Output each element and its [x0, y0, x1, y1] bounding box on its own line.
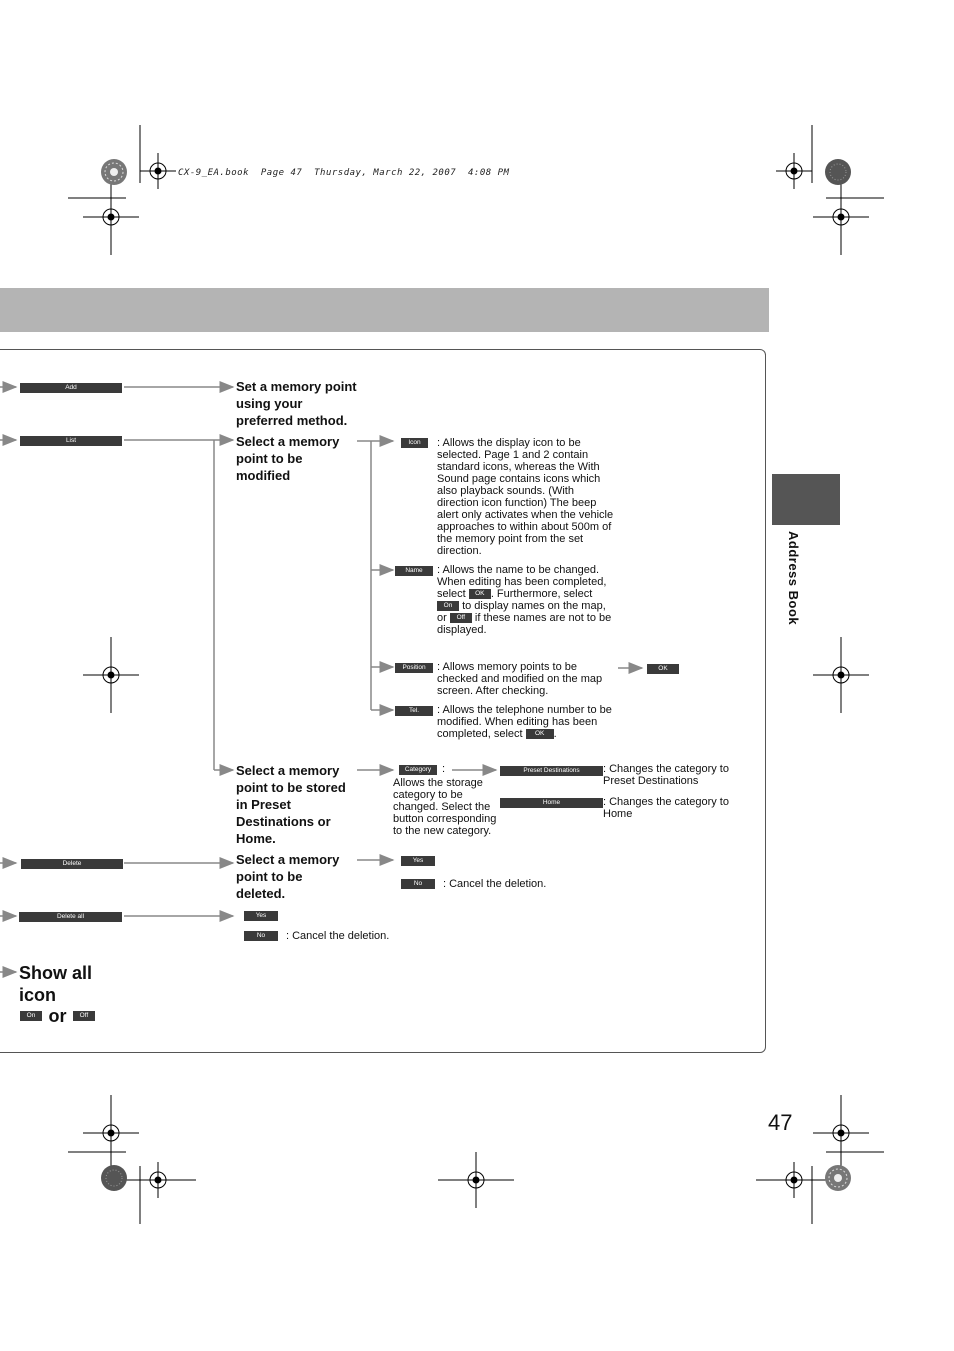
delete-no-button[interactable]: No: [401, 879, 435, 889]
category-colon: :: [442, 763, 446, 775]
name-off-button[interactable]: Off: [450, 613, 472, 623]
list-description: Select a memory point to be modified: [236, 434, 340, 483]
name-button[interactable]: Name: [395, 566, 433, 576]
icon-option-text: : Allows the display icon to be selected. Page 1 and 2 contain standard icons, whereas the With Sound page contains icons which also playback sounds. (With direction icon function) The beep alert only activates when the vehicle approaches to within about 500m of the memory point from the set direction.: [437, 437, 614, 557]
preset-destinations-button[interactable]: Preset Destinations: [500, 766, 603, 776]
tel-ok-button[interactable]: OK: [526, 729, 554, 739]
list-button[interactable]: List: [20, 436, 122, 446]
category-text: Allows the storage category to be changed. Select the button corresponding to the new category.: [393, 777, 497, 837]
tel-end: .: [553, 728, 557, 740]
delete-all-no-text: : Cancel the deletion.: [286, 930, 390, 942]
add-description: Set a memory point using your preferred method.: [236, 379, 357, 428]
show-all-on-button[interactable]: On: [20, 1011, 42, 1021]
show-all-or: or: [48, 1006, 67, 1026]
preset-destinations-text: : Changes the category to Preset Destinations: [603, 763, 729, 787]
name-text-3: to display names on the map, or: [437, 600, 606, 624]
position-ok-button[interactable]: OK: [647, 664, 679, 674]
name-text-2: . Furthermore, select: [490, 588, 593, 600]
position-button[interactable]: Position: [395, 663, 433, 673]
tel-text: : Allows the telephone number to be modified. When editing has been completed, select: [437, 704, 612, 740]
category-row-description: Select a memory point to be stored in Preset Destinations or Home.: [236, 763, 346, 846]
delete-description: Select a memory point to be deleted.: [236, 852, 340, 901]
add-button[interactable]: Add: [20, 383, 122, 393]
delete-all-no-button[interactable]: No: [244, 931, 278, 941]
show-all-toggle: [20, 1005, 95, 1027]
tel-option-text: [437, 704, 615, 740]
delete-yes-button[interactable]: Yes: [401, 856, 435, 866]
category-button[interactable]: Category: [399, 765, 437, 775]
print-header: CX-9_EA.book Page 47 Thursday, March 22, 2007 4:08 PM: [178, 168, 510, 178]
position-option-text: : Allows memory points to be checked and modified on the map screen. After checking.: [437, 661, 603, 697]
icon-button[interactable]: Icon: [401, 438, 428, 448]
show-all-off-button[interactable]: Off: [73, 1011, 95, 1021]
delete-all-yes-button[interactable]: Yes: [244, 911, 278, 921]
tel-button[interactable]: Tel.: [395, 706, 433, 716]
name-ok-button[interactable]: OK: [469, 589, 491, 599]
page-number: 47: [768, 1110, 793, 1135]
delete-all-button[interactable]: Delete all: [19, 912, 122, 922]
home-button[interactable]: Home: [500, 798, 603, 808]
delete-no-text: : Cancel the deletion.: [443, 878, 547, 890]
name-on-button[interactable]: On: [437, 601, 459, 611]
delete-button[interactable]: Delete: [21, 859, 123, 869]
show-all-icon-title: Show all icon: [19, 963, 93, 1005]
name-option-text: [437, 564, 615, 636]
side-tab-label: Address Book: [786, 531, 801, 626]
name-text-4: if these names are not to be displayed.: [437, 612, 612, 636]
name-text-1: : Allows the name to be changed. When editing has been completed, select: [437, 564, 607, 600]
home-text: : Changes the category to Home: [603, 796, 729, 820]
